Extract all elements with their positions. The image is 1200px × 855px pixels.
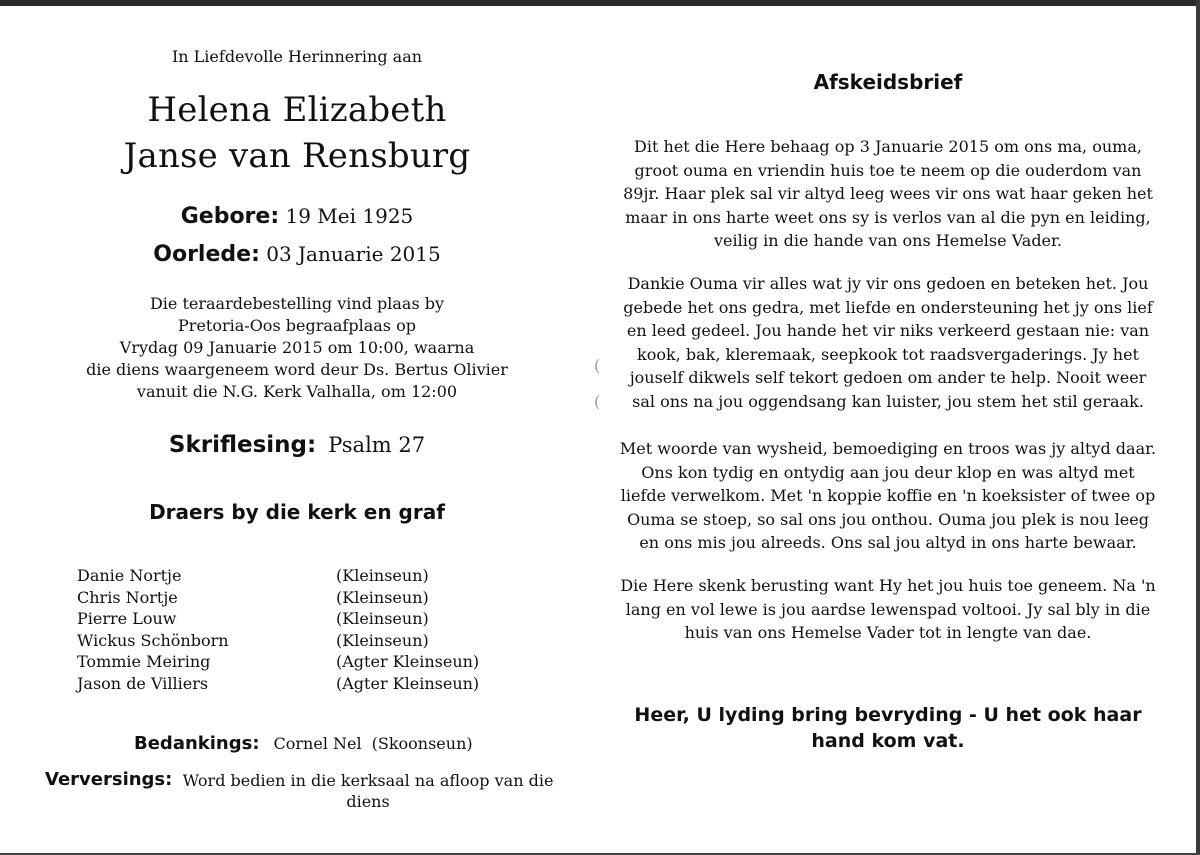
scan-edge-right [1196, 0, 1200, 855]
letter-line: Ons kon tydig en ontydig aan jou deur klop en was altyd met [641, 462, 1135, 482]
bearer-relation: (Kleinseun) [336, 587, 429, 607]
born-date: 19 Mei 1925 [285, 204, 414, 228]
service-line: Die teraardebestelling vind plaas by [149, 294, 445, 313]
died-line [0, 242, 594, 267]
service-details [0, 293, 594, 403]
letter-line: liefde verwelkom. Met 'n koppie koffie en 'n koeksister of twee op [620, 486, 1156, 505]
born-label: Gebore: [180, 204, 280, 229]
deceased-name-line1: Helena Elizabeth [147, 90, 447, 130]
service-line: Pretoria-Oos begraafplaas op [178, 316, 416, 335]
list-item [77, 674, 497, 696]
list-item [77, 609, 497, 631]
refreshments-line: diens [346, 792, 390, 811]
thanks-label: Bedankings: [134, 733, 260, 754]
closing-verse [600, 702, 1176, 754]
thanks-relation: (Skoonseun) [371, 734, 473, 753]
bearer-relation: (Agter Kleinseun) [336, 673, 480, 693]
closing-line: hand kom vat. [811, 730, 965, 752]
scripture-reading [0, 432, 594, 458]
scan-artifact: ( [594, 392, 601, 411]
letter-line: en ons mis jou alreeds. Ons sal jou altyd in ons harte bewaar. [639, 533, 1137, 552]
bearer-relation: (Kleinseun) [336, 630, 429, 650]
letter-line: Dankie Ouma vir alles wat jy vir ons gedoen en beteken het. Jou [627, 274, 1149, 293]
bearer-relation: (Kleinseun) [336, 566, 429, 585]
letter-paragraph [600, 437, 1176, 555]
closing-line: Heer, U lyding bring bevryding - U het ook haar [634, 704, 1142, 726]
service-line: Vrydag 09 Januarie 2015 om 10:00, waarna [119, 338, 475, 357]
reading-value: Psalm 27 [328, 433, 426, 457]
thanks-line [134, 733, 473, 754]
letter-line: gebede het ons gedra, met liefde en ondersteuning het jy ons lief [623, 297, 1153, 317]
list-item [77, 588, 497, 610]
bearers-title: Draers by die kerk en graf [149, 500, 445, 524]
letter-line: maar in ons harte weet ons sy is verlos van al die pyn en leiding, [625, 207, 1151, 227]
letter-line: Die Here skenk berusting want Hy het jou huis toe geneem. Na 'n [620, 576, 1156, 595]
letter-line: en leed gedeel. Jou hande het vir niks verkeerd gestaan nie: van [626, 321, 1150, 340]
bearer-relation: (Agter Kleinseun) [336, 652, 480, 671]
bearer-name: Danie Nortje [77, 566, 182, 585]
letter-paragraph [600, 272, 1176, 413]
bearer-name: Wickus Schönborn [77, 630, 229, 650]
letter-line: sal ons na jou oggendsang kan luister, jou stem het stil geraak. [632, 391, 1144, 411]
died-label: Oorlede: [153, 242, 260, 267]
bearer-name: Tommie Meiring [77, 652, 211, 671]
died-date: 03 Januarie 2015 [266, 242, 441, 266]
letter-line: huis van ons Hemelse Vader tot in lengte van dae. [684, 623, 1092, 642]
refreshments-label: Verversings: [45, 769, 173, 790]
letter-line: 89jr. Haar plek sal vir altyd leeg wees vir ons wat haar geken het [623, 184, 1153, 203]
list-item [77, 631, 497, 653]
service-line: vanuit die N.G. Kerk Valhalla, om 12:00 [136, 382, 458, 401]
bearer-name: Jason de Villiers [77, 673, 209, 693]
letter-line: kook, bak, kleremaak, seepkook tot raadsvergaderings. Jy het [637, 344, 1139, 364]
list-item [77, 566, 497, 588]
letter-paragraph [600, 574, 1176, 645]
bearers-list [77, 566, 497, 695]
right-panel [594, 0, 1196, 855]
letter-line: jouself dikwels self tekort gedoen om ander te help. Nooit weer [629, 368, 1147, 387]
letter-line: lang en vol lewe is jou aardse lewenspad voltooi. Jy sal bly in die [625, 599, 1151, 619]
letter-line: groot ouma en vriendin huis toe te neem op die ouderdom van [634, 160, 1142, 180]
bearer-name: Pierre Louw [77, 609, 177, 628]
letter-title: Afskeidsbrief [813, 70, 963, 94]
letter-line: Dit het die Here behaag op 3 Januarie 2015 om ons ma, ouma, [634, 137, 1142, 156]
reading-label: Skriflesing: [168, 432, 317, 458]
letter-paragraph [600, 135, 1176, 253]
letter-line: Ouma se stoep, so sal ons jou onthou. Ouma jou plek is nou leeg [627, 509, 1149, 529]
intro-text: In Liefdevolle Herinnering aan [171, 47, 423, 66]
list-item [77, 652, 497, 674]
letter-line: veilig in die hande van ons Hemelse Vader. [713, 231, 1062, 250]
letter-line: Met woorde van wysheid, bemoediging en troos was jy altyd daar. [619, 439, 1157, 458]
bearer-relation: (Kleinseun) [336, 609, 429, 628]
scan-artifact: ( [594, 356, 601, 375]
bearer-name: Chris Nortje [77, 587, 178, 607]
thanks-name: Cornel Nel [273, 734, 362, 753]
service-line: die diens waargeneem word deur Ds. Bertus Olivier [86, 360, 508, 379]
refreshments-line: Word bedien in die kerksaal na afloop van die [182, 771, 554, 790]
refreshments-text [168, 770, 568, 812]
deceased-name-line2: Janse van Rensburg [123, 136, 471, 176]
born-line [0, 204, 594, 229]
